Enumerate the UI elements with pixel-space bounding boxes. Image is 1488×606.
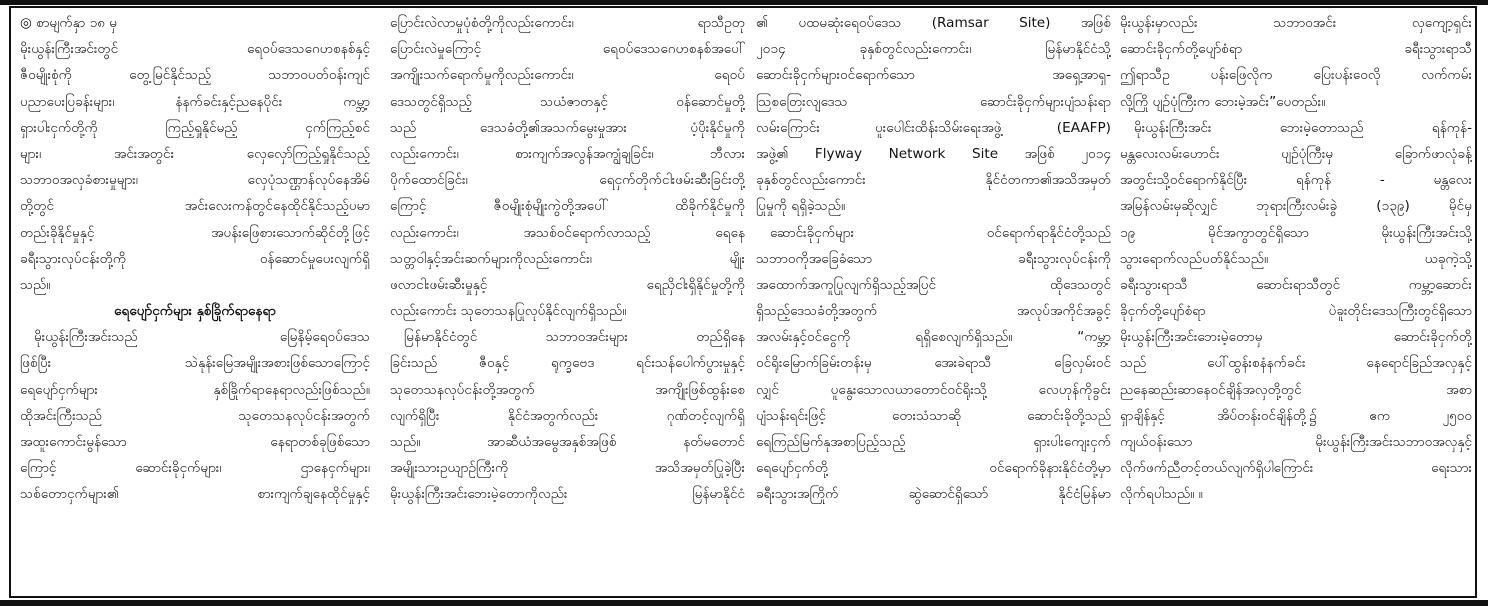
text-line: ၁၉ မိုင်အကွာတွင်ရှိသော မိုးယွန်းကြီးအင်းသို့ [1120,224,1472,241]
text-line: သစ်တောငှက်များ၏ စားကျက်ချနေထိုင်မှုနှင့် [20,486,370,503]
text-line: ပြုမှုကို ရရှိခဲ့သည်။ [756,198,846,215]
text-line: ရေပျော်ငှက်များ နှစ်ခြိုက်ရာနေရာလည်းဖြစ်သည်။ [20,381,370,398]
text-line: ၂၀၁၄ ခုနှစ်တွင်လည်းကောင်း၊ မြန်မာနိုင်ငံသို့ [756,41,1111,58]
text-line: လိုက်ရပါသည်။ ။ [1120,486,1203,503]
text-line: ခရီးသွားလုပ်ငန်းတို့ကို ဝန်ဆောင်မှုပေးလျက်ရှိ [20,250,370,267]
text-line: ပိုက်ထောင်ခြင်း၊ ရေငှက်တိုက်ငါးဖမ်းဆီးခြင်းတို့ [390,172,745,189]
text-line: အထူးကောင်းမွန်သော နေရာတစ်ခုဖြစ်သော [20,434,370,450]
text-line: သတ္တဝါနှင့်အင်းဆက်များကိုလည်းကောင်း၊ မျိုး [390,250,745,267]
column-2 [390,10,745,588]
text-line: ထိုအင်းကြီးသည် သုတေသနလုပ်ငန်းအတွက် [20,407,370,424]
text-line: သွားရောက်လည်ပတ်နိုင်သည်။ ယခုကဲ့သို့ [1120,250,1472,267]
text-line: အလမ်းနှင့်ဝင်ငွေကို ရရှိစေလျက်ရှိသည်။ “ကမ္ဘာ့ [756,329,1111,346]
text-line: အထောက်အကူပြုလျက်ရှိသည့်အပြင် ထိုဒေသတွင် [756,276,1111,293]
text-line: ခြင်းသည် ဇီဝနှင့် ရုက္ခဗေဒ ရင်းသန်ပေါက်ပွားမှုနှင့် [390,355,745,372]
text-line: မိုးယွန်းကြီးအင်းသည် မြေနိမ့်ရေဝပ်ဒေသ [34,329,370,346]
column-3-body [756,10,1111,508]
text-line: လည်းကောင်း သုတေသနပြုလုပ်နိုင်လျက်ရှိသည်။ [390,303,627,320]
text-line: သည် ပေါ်ထွန်းစနံနက်ခင်း နေရောင်ခြည်အလှနှင့် [1120,355,1472,372]
text-line: ဆောင်းခိုငှက်များ ဝင်ရောက်ရာနိုင်ငံတို့သည် [770,224,1111,241]
text-line: ရှားပါးငှက်တို့ကို ကြည့်ရှုနိုင်မည့် ငှက်ကြည့်စင် [20,119,370,136]
text-line: မြန်မာနိုင်ငံတွင် သဘာဝအင်းများ တည်ရှိနေ [404,329,745,346]
text-line: လမ်းကြောင်း ပူးပေါင်းထိန်းသိမ်းရေးအဖွဲ့ (EAAFP) [756,119,1111,136]
text-line: သုတေသနလုပ်ငန်းတို့အတွက် အကျိုးဖြစ်ထွန်းစေ [390,381,745,398]
text-line: ခရီးသွားအကြိုက် ဆွဲဆောင်ရှိသော် နိုင်ငံမြန်မာ [756,486,1111,503]
column-3 [756,10,1111,588]
text-line: အဖွဲ့၏ Flyway Network Site အဖြစ် ၂၀၁၄ [756,145,1111,162]
text-line: ညနေဆည်းဆာနေဝင်ချိန်အလှတို့တွင် အစာ [1120,381,1472,398]
bottom-border-bar [0,600,1488,606]
text-line: လည်းကောင်း၊ စားကျက်အလွန်အကျွံချခြင်း၊ ဘီလား [390,145,745,162]
text-line: မိုးယွန်းကြီးအင်းဘေးမဲ့တောကိုလည်း မြန်မာနိုင်ငံ [390,486,745,503]
text-line: ခရီးသွားရာသီ ဆောင်းရာသီတွင် ကမ္ဘာ့ဆောင်း [1120,276,1472,293]
column-1-body [20,36,370,298]
text-line: မိုးယွန်းကြီးအင်းဘေးမဲ့တောမှ ဆောင်းခိုငှက်တို့ [1120,329,1472,346]
text-line: သဘာဝကိုအခြေခံသော ခရီးသွားလုပ်ငန်းကို [756,250,1111,267]
text-line: သည်။ အာဆီယံအမွေအနှစ်အဖြစ် နတ်မတောင် [390,434,745,450]
text-line: မိုးယွန်းကြီးအင်း ဘေးမဲ့တောသည် ရန်ကုန်- [1134,119,1472,136]
text-line: လိုက်ဖက်ညီတင့်တယ်လျက်ရှိပါကြောင်း ရေးသား [1120,460,1472,477]
text-line: အကျိုးသက်ရောက်မှုကိုလည်းကောင်း၊ ရေဝပ် [390,67,745,84]
text-line: သဘာဝအလှခံစားမှုများ၊ လှေပုံသဏ္ဌာန်လုပ်နေအိမ် [20,172,370,189]
text-line: ဒေသတွင်ရှိသည့် သယံဇာတနှင့် ဝန်ဆောင်မှုတို့ [390,93,745,110]
text-line: အမြန်လမ်းမှဆိုလျှင် ဘုရားကြီးလမ်းခွဲ (၁၃၉) မိုင်မှ [1120,198,1472,215]
text-line: ဆောင်းခိုငှက်တို့ပျော်စံရာ ခရီးသွားရာသီ [1120,41,1472,58]
text-line: ရေပျော်ငှက်တို့ ဝင်ရောက်ခိုနားနိုင်ငံတို့မှာ [756,460,1111,477]
text-line: ဖလာငါးဖမ်းဆီးမှုနှင့် ရေညှိငါးရှိနိုင်မှုတို့ကို [390,276,745,293]
column-4 [1120,10,1472,588]
subheading: ရေပျော်ငှက်များ နှစ်ခြိုက်ရာနေရာ [114,303,276,320]
text-line: များ၊ အင်းအတွင်း လှေလှော်ကြည့်ရှုနိုင်သည့် [20,145,370,162]
text-line: အတွင်းသို့ဝင်ရောက်နိုင်ပြီး ရန်ကုန် - မန္တလေး [1120,172,1472,189]
text-line: ပညာပေးပြခန်းများ၊ နံနက်ခင်းနှင့်ညနေပိုင်း ကမ္ဘာ့ [20,93,370,110]
text-line: သည်။ [20,276,51,293]
text-line: တို့တွင် အင်းလေးကန်တွင်နေထိုင်နိုင်သည့်ပမာ [20,198,370,215]
text-line: တည်းခိုနိုင်မှုနှင့် အပန်းဖြေစားသောက်ဆိုင်တို့ဖြင့် [20,224,370,241]
text-line: အမျိုးသားဥယျာဉ်ကြီးကို အသိအမှတ်ပြုခဲ့ပြီး [390,460,745,477]
column-2-body [390,10,745,508]
text-line: ပျံသန်းရင်းဖြင့် တေးသံသာဆို ဆောင်းခိုတို့သည် [756,407,1111,424]
text-line: ဇီဝမျိုးစုံကို တွေ့မြင်နိုင်သည့် သဘာဝပတ်ဝန်းကျင် [20,67,370,84]
text-line: ပြောင်းလဲလာမှုပုံစံတို့ကိုလည်းကောင်း၊ ရာသီဥတု [390,15,745,31]
text-line: ခိုငှက်တို့ပျော်စံရာ ပဲခူးတိုင်းဒေသကြီးတွင်ရှိသော [1120,303,1472,320]
text-line: ရှာချိန်နှင့် အိပ်တန်းဝင်ချိန်တို့၌ ဧက ၂၅၀၀ [1120,407,1472,424]
text-line: မိုးယွန်းမှာလည်း သဘာဝအင်း လှကျော့ရှင်း [1120,15,1472,31]
text-line: ကြောင့် ဆောင်းခိုငှက်များ၊ ဌာနေငှက်များ၊ [20,460,370,477]
text-line: မန္တလေးလမ်းဟောင်း ပျဉ်ပုံကြီးမှ ခြောက်ဖာလုံခန့် [1120,145,1472,162]
text-line: ရေကြည်မြက်နုအစာပြည့်သည့် ရှားပါးကျေးငှက် [756,434,1111,450]
text-line: လို့ကြို ပျဉ်ပုံကြီးက ဘေးမဲ့အင်း”ပေတည်း။ [1120,93,1326,110]
text-line: ဤရာသီဥ ပန်းဖြေလိုက ပြေးပန်းဝေလို လက်ကမ်း [1120,67,1472,84]
text-line: ဝင်ရိုးမြောက်ခြမ်းတန်းမှ အေးခဲရာသီ ခြေလှမ်းဝင် [756,355,1111,372]
text-line: ဩစတြေးလျဒေသ ဆောင်းခိုငှက်များပျံသန်းရာ [756,93,1111,110]
text-line: လည်းကောင်း၊ အသစ်ဝင်ရောက်လာသည့် ရေနေ [390,224,745,241]
text-line: ပြောင်းလဲမှုကြောင့် ရေဝပ်ဒေသဂေဟစနစ်အပေါ် [390,41,745,58]
text-line: ကျယ်ဝန်းသော မိုးယွန်းကြီးအင်းသဘာဝအလှနှင့် [1120,434,1472,450]
text-line: မိုးယွန်းကြီးအင်းတွင် ရေဝပ်ဒေသဂေဟစနစ်နှင့် [20,41,370,58]
text-line: ၏ ပထမဆုံးရေဝပ်ဒေသ (Ramsar Site) အဖြစ် [756,15,1111,31]
text-line: ကြောင့် ဇီဝမျိုးစုံမျိုးကွဲတို့အပေါ် ထိခိုက်နိုင်မှုကို [390,198,745,215]
top-border-bar [0,0,1488,5]
column-4-body [1120,10,1472,508]
column-1 [20,10,370,588]
text-line: ခုနှစ်တွင်လည်းကောင်း နိုင်ငံတကာ၏အသိအမှတ် [756,172,1111,189]
text-line: ရှိသည့်ဒေသခံတို့အတွက် အလုပ်အကိုင်အခွင့် [756,303,1111,320]
text-line: လျက်ရှိပြီး နိုင်ငံအတွက်လည်း ဂုဏ်တင့်လျက်ရှိ [390,407,745,424]
column-1-section-body [20,324,370,507]
text-line: ဆောင်းခိုငှက်များဝင်ရောက်သော အရှေ့အာရှ- [756,67,1111,84]
text-line: ဖြစ်ပြီး သဲနုန်းမြေအမျိုးအစားဖြစ်သောကြောင့် [20,355,370,372]
text-line: သည် ဒေသခံတို့၏အသက်မွေးမှုအား ပံ့ပိုးနိုင်မှုကို [390,119,745,136]
text-line: လျှင် ပူနွေးသောလယာတောင်ဝင်ရိုးသို့ လေဟုန်ကိုခွင်း [756,381,1111,398]
continued-marker: ◎ စာမျက်နှာ ၁၈ မှ [20,15,118,31]
